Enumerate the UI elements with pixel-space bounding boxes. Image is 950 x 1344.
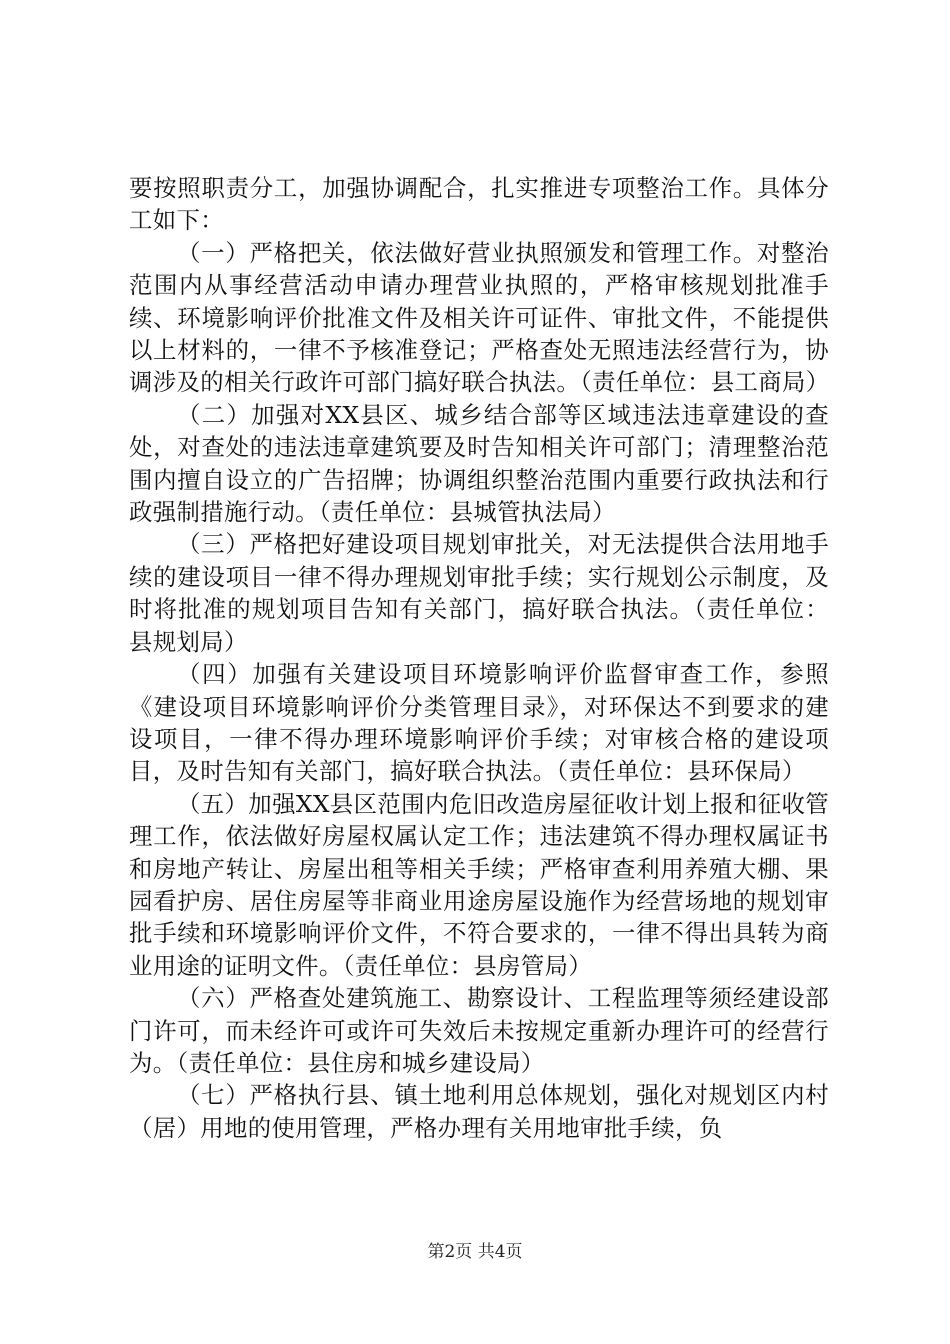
paragraph-item-1: （一）严格把关，依法做好营业执照颁发和管理工作。对整治范围内从事经营活动申请办理营业执照的，严格审核规划批准手续、环境影响评价批准文件及相关许可证件、审批文件，不能提供以上材料的，一律不予核准登记；严格查处无照违法经营行为，协调涉及的相关行政许可部门搞好联合执法。（责任单位：县工商局） — [129, 238, 830, 397]
paragraph-item-6: （六）严格查处建筑施工、勘察设计、工程监理等须经建设部门许可，而未经许可或许可失效后未按规定重新办理许可的经营行为。（责任单位：县住房和城乡建设局） — [129, 984, 829, 1077]
page-number-footer: 第2页 共4页 — [427, 1242, 523, 1262]
paragraph-item-3: （三）严格把好建设项目规划审批关，对无法提供合法用地手续的建设项目一律不得办理规划审批手续；实行规划公示制度，及时将批准的规划项目告知有关部门，搞好联合执法。（责任单位：县规划局） — [129, 530, 829, 656]
paragraph-item-4: （四）加强有关建设项目环境影响评价监督审查工作，参照《建设项目环境影响评价分类管理目录》，对环保达不到要求的建设项目，一律不得办理环境影响评价手续；对审核合格的建设项目，及时告知有关部门，搞好联合执法。（责任单位：县环保局） — [129, 660, 829, 786]
document-body — [129, 172, 829, 1144]
paragraph-item-5: （五）加强XX县区范围内危旧改造房屋征收计划上报和征收管理工作，依法做好房屋权属认定工作；违法建筑不得办理权属证书和房地产转让、房屋出租等相关手续；严格审查利用养殖大棚、果园看护房、居住房屋等非商业用途房屋设施作为经营场地的规划审批手续和环境影响评价文件，不符合要求的，一律不得出具转为商业用途的证明文件。（责任单位：县房管局） — [129, 789, 829, 980]
paragraph-continuation: 要按照职责分工，加强协调配合，扎实推进专项整治工作。具体分工如下： — [129, 174, 829, 235]
paragraph-item-7: （七）严格执行县、镇土地利用总体规划，强化对规划区内村（居）用地的使用管理，严格办理有关用地审批手续，负 — [129, 1081, 829, 1142]
paragraph-item-2: （二）加强对XX县区、城乡结合部等区域违法违章建设的查处，对查处的违法违章建筑要及时告知相关许可部门；清理整治范围内擅自设立的广告招牌；协调组织整治范围内重要行政执法和行政强制措施行动。（责任单位：县城管执法局） — [129, 400, 829, 527]
